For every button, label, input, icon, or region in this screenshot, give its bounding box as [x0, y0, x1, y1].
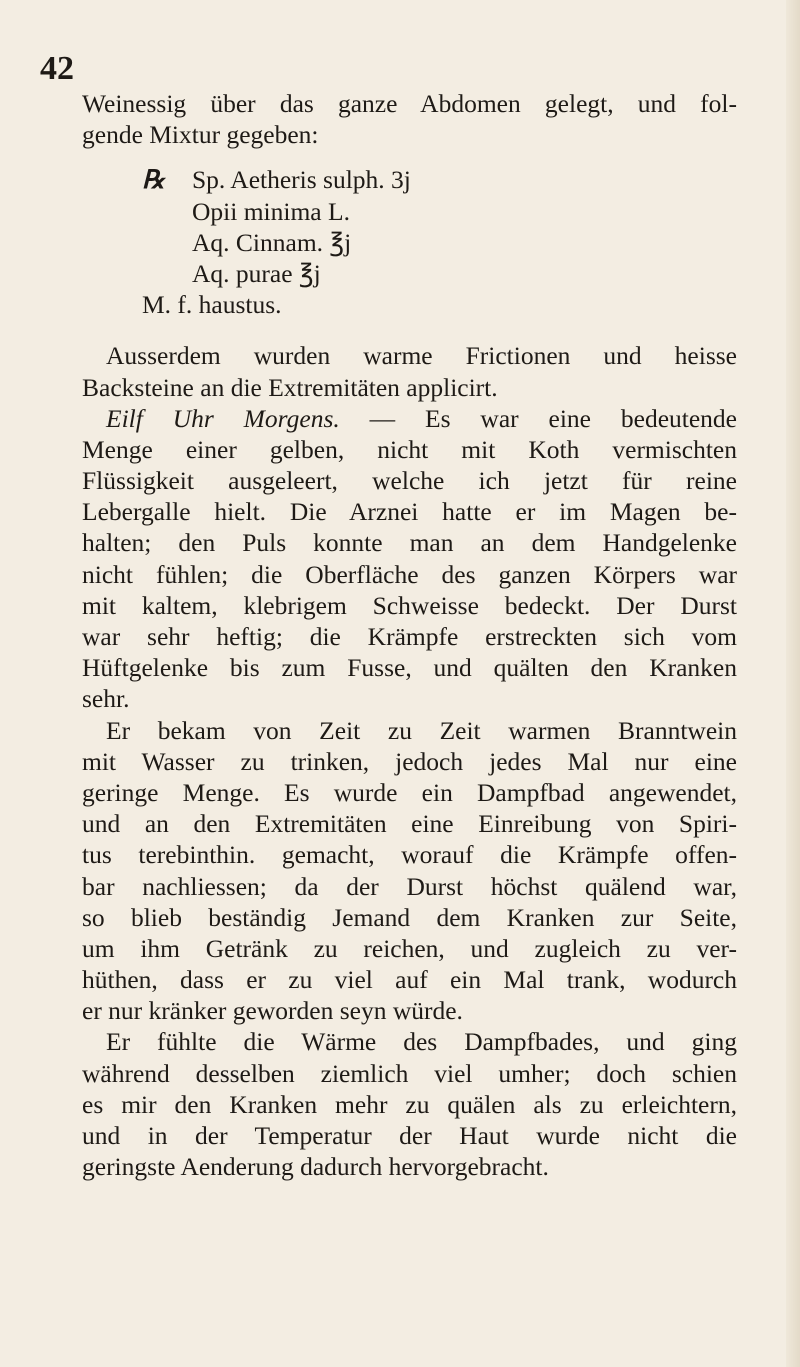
text-line: tus terebinthin. gemacht, worauf die Krämpfe offen- — [82, 840, 737, 870]
text-line: nicht fühlen; die Oberfläche des ganzen Körpers war — [82, 559, 737, 589]
text-line: Er bekam von Zeit zu Zeit warmen Branntwein — [106, 715, 737, 745]
text-line: hüthen, dass er zu viel auf ein Mal trank, wodurch — [82, 965, 737, 995]
recipe-item: Sp. Aetheris sulph. 3j — [192, 165, 411, 195]
text-line: Ausserdem wurden warme Frictionen und heisse — [106, 341, 737, 371]
time-phrase: Eilf Uhr Morgens. — [106, 403, 340, 433]
text-line — [82, 403, 737, 434]
text-line: mit kaltem, klebrigem Schweisse bedeckt. Der Durst — [82, 590, 737, 620]
text-line: es mir den Kranken mehr zu quälen als zu erleichtern, — [82, 1089, 737, 1119]
paragraph — [82, 403, 737, 715]
page-edge — [786, 0, 800, 1367]
text-line: um ihm Getränk zu reichen, und zugleich zu ver- — [82, 933, 737, 963]
paragraph — [82, 715, 737, 1027]
text-line: bar nachliessen; da der Durst höchst quälend war, — [82, 871, 737, 901]
recipe — [82, 164, 737, 320]
text-line: Hüftgelenke bis zum Fusse, und quälten den Kranken — [82, 653, 737, 683]
text-line: war sehr heftig; die Krämpfe erstreckten sich vom — [82, 622, 737, 651]
text-line: während desselben ziemlich viel umher; doch schien — [82, 1058, 737, 1088]
paragraph — [82, 1026, 737, 1182]
page-number: 42 — [40, 50, 74, 87]
page-body — [82, 88, 737, 1182]
text-line: Weinessig über das ganze Abdomen gelegt, und fol- — [82, 89, 737, 118]
text-line: halten; den Puls konnte man an dem Handgelenke — [82, 528, 737, 558]
line-rest: — Es war eine bedeutende — [339, 403, 737, 433]
text-line: sehr. — [82, 684, 130, 714]
recipe-item: Aq. Cinnam. ℥j — [192, 227, 352, 257]
text-line: und an den Extremitäten eine Einreibung von Spiri- — [82, 809, 737, 839]
text-line: er nur kränker geworden seyn würde. — [82, 996, 463, 1026]
paragraph — [82, 340, 737, 402]
text-line: Lebergalle hielt. Die Arznei hatte er im Magen be- — [82, 497, 737, 527]
text-line: geringste Aenderung dadurch hervorgebracht. — [82, 1152, 549, 1182]
intro-paragraph — [82, 88, 737, 150]
recipe-line — [82, 164, 737, 195]
rx-symbol: ℞ — [142, 165, 165, 195]
text-line: gende Mixtur gegeben: — [82, 120, 319, 150]
recipe-item: Aq. purae ℥j — [192, 258, 321, 288]
text-line: Backsteine an die Extremitäten applicirt. — [82, 372, 498, 402]
text-line: Flüssigkeit ausgeleert, welche ich jetzt für reine — [82, 466, 737, 496]
text-line: geringe Menge. Es wurde ein Dampfbad angewendet, — [82, 777, 737, 807]
recipe-closing: M. f. haustus. — [142, 290, 282, 320]
text-line: mit Wasser zu trinken, jedoch jedes Mal nur eine — [82, 746, 737, 776]
recipe-item: Opii minima L. — [192, 196, 350, 226]
text-line: Er fühlte die Wärme des Dampfbades, und ging — [106, 1027, 737, 1057]
text-line: und in der Temperatur der Haut wurde nicht die — [82, 1121, 737, 1150]
text-line: so blieb beständig Jemand dem Kranken zur Seite, — [82, 902, 737, 932]
text-line: Menge einer gelben, nicht mit Koth vermischten — [82, 434, 737, 464]
